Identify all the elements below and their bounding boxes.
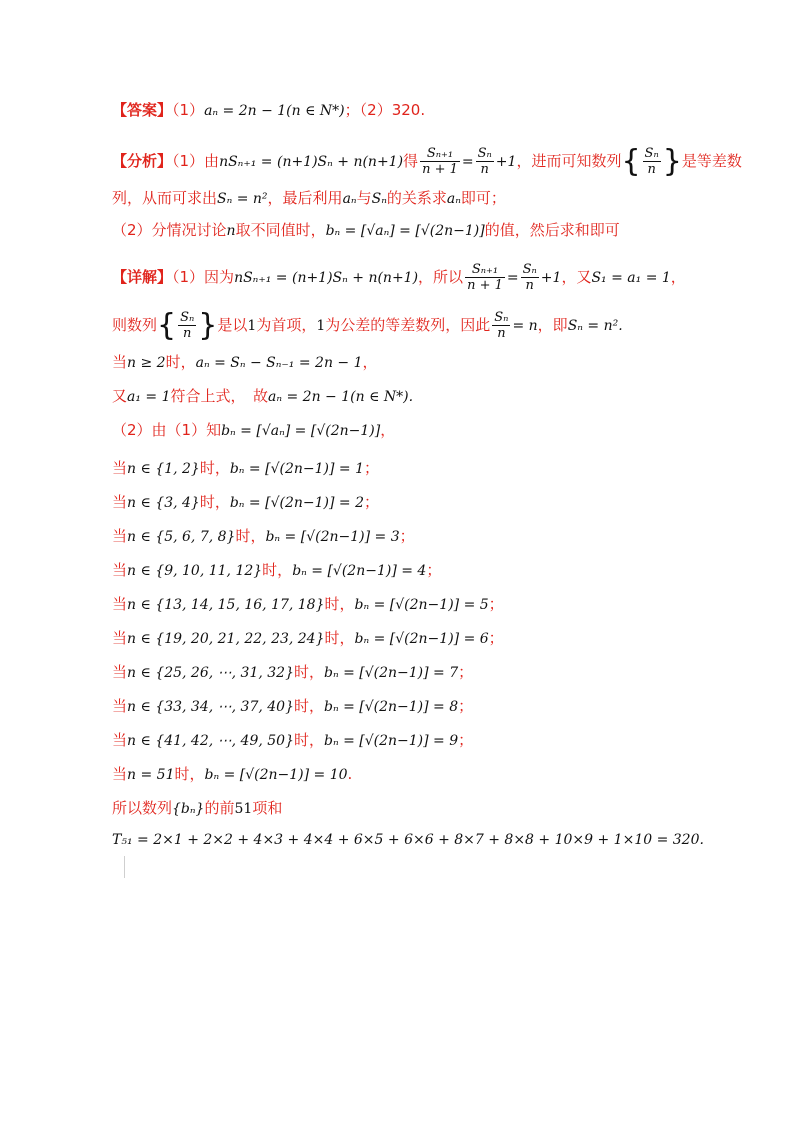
- detail-text-f: 是以: [217, 316, 248, 334]
- detail-text-g: 为首项，: [256, 316, 317, 334]
- conclusion-line-2: [112, 830, 704, 850]
- analysis-text-d: 是等差数: [681, 152, 742, 170]
- case-prefix: 当: [112, 731, 128, 749]
- case-prefix: 当: [112, 765, 128, 783]
- analysis-text-i: 即可；: [460, 189, 506, 207]
- analysis-tag: 【分析】: [112, 152, 173, 170]
- analysis-equals: =: [461, 154, 474, 170]
- analysis-text-f: ，最后利用: [267, 189, 343, 207]
- case-equation: bₙ = [√(2n−1)] = 6: [354, 631, 489, 647]
- case-line: [112, 560, 441, 581]
- detail-line-4: [112, 386, 413, 407]
- detail-text-n: 符合上式， 故: [170, 387, 269, 405]
- case-prefix: 当: [112, 697, 128, 715]
- case-condition: n ∈ {5, 6, 7, 8}: [127, 529, 236, 545]
- detail-common-difference: 1: [316, 318, 326, 334]
- case-mid: 时，: [199, 459, 230, 477]
- case-mid: 时，: [199, 493, 230, 511]
- detail-fraction-left: $\frac{\text{Sₙ₊₁}}{n + 1}$: [467, 262, 503, 293]
- detail-text-j: 当: [112, 353, 128, 371]
- detail-text-c: ，又: [561, 268, 592, 286]
- case-prefix: 当: [112, 629, 128, 647]
- detail-text-b: ，所以: [418, 268, 464, 286]
- detail-fraction-right: $\frac{\text{Sₙ}}{n}$: [522, 262, 537, 293]
- case-end: ；: [426, 561, 442, 579]
- detail-an-final: aₙ = 2n − 1(n ∈ N*): [268, 389, 409, 405]
- answer-separator: ；: [344, 101, 360, 119]
- case-mid: 时，: [324, 629, 355, 647]
- detail-a1-formula: a₁ = 1: [127, 389, 171, 405]
- case-equation: bₙ = [√(2n−1)] = 3: [265, 529, 400, 545]
- case-prefix: 当: [112, 595, 128, 613]
- right-brace-icon: }: [662, 143, 682, 179]
- detail-text-h: 为公差的等差数列，因此: [325, 316, 491, 334]
- detail-line-3: [112, 352, 378, 373]
- detail-condition: n ≥ 2: [127, 355, 166, 371]
- detail-text-k: 时，: [165, 353, 196, 371]
- case-line: [112, 492, 379, 513]
- case-equation: bₙ = [√(2n−1)] = 1: [229, 461, 364, 477]
- case-mid: 时，: [293, 731, 324, 749]
- case-equation: bₙ = [√(2n−1)] = 2: [229, 495, 364, 511]
- case-prefix: 当: [112, 493, 128, 511]
- conclusion-text-c: 项和: [252, 799, 283, 817]
- case-prefix: 当: [112, 561, 128, 579]
- case-condition: n = 51: [127, 767, 175, 783]
- detail-s1-formula: S₁ = a₁ = 1: [591, 270, 671, 286]
- detail-text-p: ，: [380, 421, 396, 439]
- case-line: [112, 764, 352, 785]
- left-brace-icon: {: [621, 143, 641, 179]
- right-brace-icon: }: [198, 307, 218, 343]
- analysis-bn-formula: bₙ = [√aₙ] = [√(2n−1)]: [325, 223, 485, 239]
- case-condition: n ∈ {9, 10, 11, 12}: [127, 563, 263, 579]
- analysis-an-2: aₙ: [446, 191, 461, 207]
- detail-text-d: ，: [670, 268, 686, 286]
- detail-bn-formula: bₙ = [√aₙ] = [√(2n−1)]: [221, 423, 381, 439]
- conclusion-count: 51: [234, 801, 253, 817]
- analysis-text-l: 的值，然后求和即可: [484, 221, 620, 239]
- case-condition: n ∈ {1, 2}: [127, 461, 200, 477]
- analysis-text-h: 的关系求: [386, 189, 447, 207]
- analysis-text-e: 列，从而可求出: [112, 189, 218, 207]
- case-end: ；: [399, 527, 415, 545]
- answer-tag: 【答案】: [112, 101, 173, 119]
- case-end: ；: [458, 697, 474, 715]
- detail-text-o: （2）由（1）知: [112, 421, 222, 439]
- case-prefix: 当: [112, 459, 128, 477]
- analysis-fraction-left: $\frac{\text{Sₙ₊₁}}{n + 1}$: [422, 146, 458, 177]
- case-mid: 时，: [262, 561, 293, 579]
- detail-text-a: （1）因为: [172, 268, 235, 286]
- answer-part1-label: （1）: [172, 101, 205, 119]
- analysis-text-j: （2）分情况讨论: [112, 221, 227, 239]
- case-end: ；: [458, 663, 474, 681]
- sum-period: .: [699, 832, 704, 848]
- case-end: ；: [488, 629, 504, 647]
- case-line: [112, 628, 504, 649]
- case-end: ；: [458, 731, 474, 749]
- left-brace-icon: {: [157, 307, 177, 343]
- case-line: [112, 594, 504, 615]
- case-end: ；: [363, 459, 379, 477]
- case-condition: n ∈ {41, 42, ⋯, 49, 50}: [127, 733, 294, 749]
- case-equation: bₙ = [√(2n−1)] = 5: [354, 597, 489, 613]
- answer-formula: aₙ = 2n − 1(n ∈ N*): [204, 103, 345, 119]
- analysis-sn-formula: Sₙ = n²: [217, 191, 268, 207]
- analysis-fraction-right: $\frac{\text{Sₙ}}{n}$: [477, 146, 492, 177]
- case-prefix: 当: [112, 663, 128, 681]
- case-condition: n ∈ {33, 34, ⋯, 37, 40}: [127, 699, 294, 715]
- case-line: [112, 730, 473, 751]
- case-condition: n ∈ {25, 26, ⋯, 31, 32}: [127, 665, 294, 681]
- analysis-n: n: [226, 223, 236, 239]
- case-line: [112, 458, 379, 479]
- analysis-recurrence: nSₙ₊₁ = (n+1)Sₙ + n(n+1): [219, 154, 404, 170]
- detail-sequence-fraction: $\frac{\text{Sₙ}}{n}$: [180, 310, 195, 341]
- detail-period-2: .: [408, 389, 414, 405]
- detail-text-i: ，即: [537, 316, 568, 334]
- answer-part2: （2）320.: [359, 101, 426, 119]
- case-equation: bₙ = [√(2n−1)] = 8: [324, 699, 459, 715]
- detail-an-formula: aₙ = Sₙ − Sₙ₋₁ = 2n − 1: [195, 355, 363, 371]
- case-mid: 时，: [235, 527, 266, 545]
- case-condition: n ∈ {19, 20, 21, 22, 23, 24}: [127, 631, 325, 647]
- detail-recurrence: nSₙ₊₁ = (n+1)Sₙ + n(n+1): [234, 270, 419, 286]
- case-mid: 时，: [293, 697, 324, 715]
- case-condition: n ∈ {13, 14, 15, 16, 17, 18}: [127, 597, 325, 613]
- analysis-text-g: 与: [356, 189, 372, 207]
- analysis-an: aₙ: [342, 191, 357, 207]
- analysis-sn: Sₙ: [371, 191, 387, 207]
- detail-first-term: 1: [247, 318, 257, 334]
- analysis-plus-one: +1: [495, 154, 517, 170]
- case-equation: bₙ = [√(2n−1)] = 10: [204, 767, 348, 783]
- case-prefix: 当: [112, 527, 128, 545]
- detail-fraction-sn-n: $\frac{\text{Sₙ}}{n}$: [494, 310, 509, 341]
- detail-text-m: 又: [112, 387, 128, 405]
- analysis-line-2: [112, 188, 506, 209]
- sum-formula: T₅₁ = 2×1 + 2×2 + 4×3 + 4×4 + 6×5 + 6×6 + 8×7 + 8×8 + 10×9 + 1×10 = 320: [112, 832, 700, 848]
- analysis-text-k: 取不同值时，: [235, 221, 326, 239]
- case-equation: bₙ = [√(2n−1)] = 4: [292, 563, 427, 579]
- case-mid: 时，: [324, 595, 355, 613]
- analysis-text-c: ，进而可知数列: [516, 152, 622, 170]
- analysis-text-b: 得: [403, 152, 419, 170]
- conclusion-text-a: 所以数列: [112, 799, 173, 817]
- conclusion-line-1: [112, 798, 282, 819]
- case-end: ；: [363, 493, 379, 511]
- case-equation: bₙ = [√(2n−1)] = 7: [324, 665, 459, 681]
- text-cursor-mark: [124, 856, 125, 878]
- detail-text-l: ，: [362, 353, 378, 371]
- detail-equals-n: = n: [512, 318, 538, 334]
- conclusion-sequence: {bₙ}: [172, 801, 205, 817]
- case-line: [112, 696, 473, 717]
- detail-text-e: 则数列: [112, 316, 158, 334]
- detail-tag: 【详解】: [112, 268, 173, 286]
- case-line: [112, 662, 473, 683]
- case-equation: bₙ = [√(2n−1)] = 9: [324, 733, 459, 749]
- case-end: ；: [488, 595, 504, 613]
- detail-line-1: [112, 262, 686, 293]
- detail-period: .: [618, 318, 623, 334]
- case-line: [112, 526, 415, 547]
- answer-line: [112, 100, 425, 121]
- conclusion-text-b: 的前: [204, 799, 235, 817]
- analysis-sequence-fraction: $\frac{\text{Sₙ}}{n}$: [644, 146, 659, 177]
- detail-line-2: [112, 307, 623, 343]
- detail-line-5: [112, 420, 395, 441]
- analysis-line-3: [112, 220, 620, 241]
- case-mid: 时，: [293, 663, 324, 681]
- case-end: .: [347, 765, 353, 783]
- detail-plus-one: +1: [540, 270, 562, 286]
- detail-equals: =: [506, 270, 519, 286]
- detail-sn-formula: Sₙ = n²: [567, 318, 619, 334]
- case-condition: n ∈ {3, 4}: [127, 495, 200, 511]
- analysis-line-1: [112, 143, 742, 179]
- analysis-text-a: （1）由: [172, 152, 220, 170]
- case-mid: 时，: [174, 765, 205, 783]
